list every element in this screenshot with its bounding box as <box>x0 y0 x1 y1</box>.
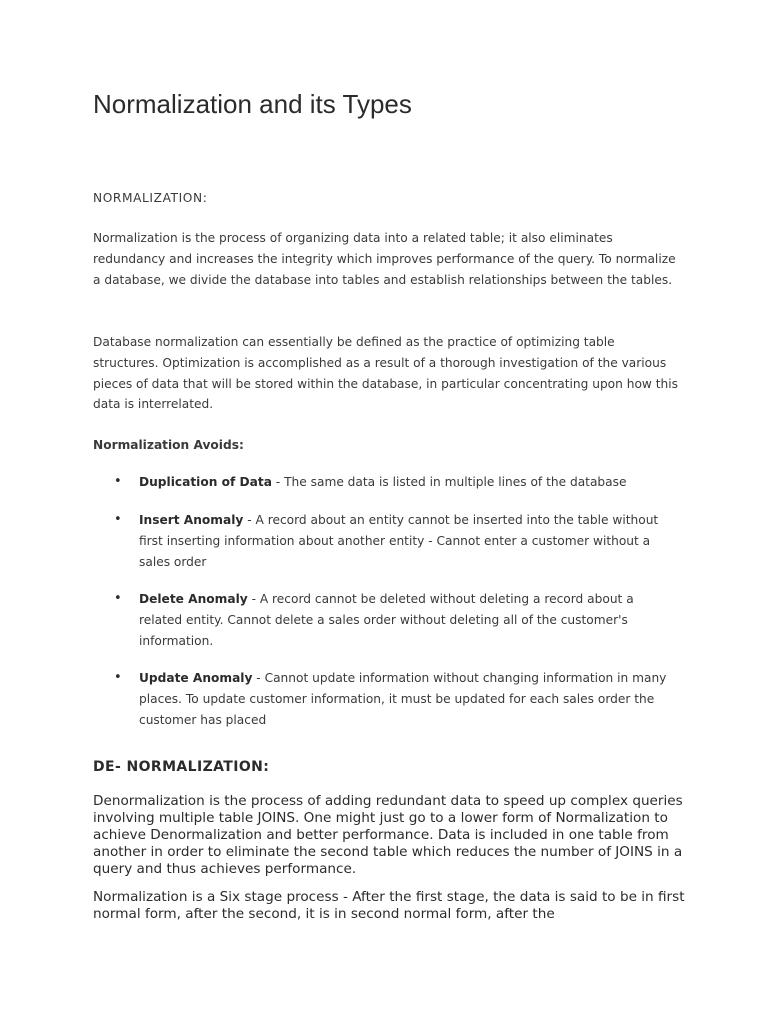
paragraph-definition: Normalization is the process of organizing data into a related table; it also eliminates redundancy and increases the integrity which improves performance of the query. To normalize a database, we divide the database into tables and establish relationships between the tables. <box>93 231 676 287</box>
page-title: Normalization and its Types <box>93 89 412 119</box>
paragraph-optimization: Database normalization can essentially be defined as the practice of optimizing table structures. Optimization is accomplished as a result of a thorough investigation of the various pieces of data that will be stored within the database, in particular concentrating upon how this data is interrelated. <box>93 335 678 412</box>
list-item-text: - The same data is listed in multiple lines of the database <box>271 475 627 489</box>
list-item-text: - A record about an entity cannot be inserted into the table without first inserting information about another entity - Cannot enter a customer without a sales order <box>139 513 659 569</box>
bullet-icon: • <box>114 512 122 527</box>
bullet-icon: • <box>114 474 122 489</box>
list-item-text: - Cannot update information without changing information in many places. To update customer information, it must be updated for each sales order the customer has placed <box>139 671 667 727</box>
list-item-update-anomaly <box>114 668 679 730</box>
denormalization-heading: DE- NORMALIZATION: <box>93 759 270 775</box>
avoids-label: Normalization Avoids: <box>93 438 244 452</box>
bullet-icon: • <box>114 670 122 685</box>
list-item-text: - A record cannot be deleted without deleting a record about a related entity. Cannot delete a sales order without deleting all of the customer's information. <box>139 592 634 648</box>
list-item-term: Delete Anomaly <box>139 592 248 606</box>
bullet-icon: • <box>114 591 122 606</box>
list-item-term: Insert Anomaly <box>139 513 244 527</box>
list-item-term: Duplication of Data <box>139 475 272 489</box>
paragraph-six-stage: Normalization is a Six stage process - After the first stage, the data is said to be in first normal form, after the second, it is in second normal form, after the <box>93 889 685 922</box>
list-item-insert-anomaly <box>114 510 679 572</box>
list-item-delete-anomaly <box>114 589 679 651</box>
paragraph-denormalization: Denormalization is the process of adding redundant data to speed up complex queries involving multiple table JOINS. One might just go to a lower form of Normalization to achieve Denormalization and better performance. Data is included in one table from another in order to eliminate the second table which reduces the number of JOINS in a query and thus achieves performance. <box>93 793 683 877</box>
list-item-term: Update Anomaly <box>139 671 253 685</box>
normalization-label: NORMALIZATION: <box>93 191 208 205</box>
list-item-duplication <box>114 472 679 493</box>
